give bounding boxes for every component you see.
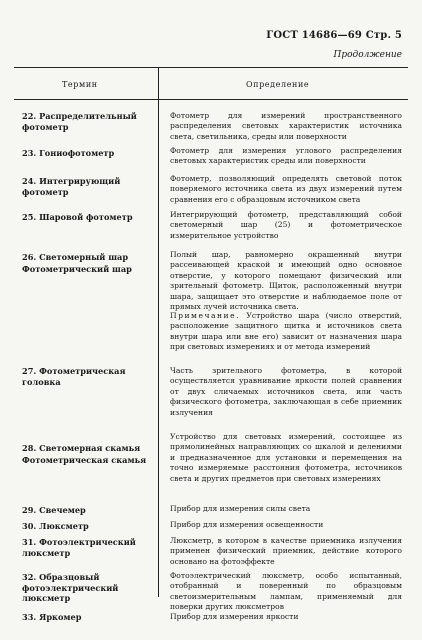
table-row-definition: Интегрирующий фотометр, представляющий собой светомерный шар (25) и фотометрическое измерительное устройство xyxy=(170,210,402,240)
table-row-term: 27. Фотометрическая головка xyxy=(22,366,126,387)
header-bottom-rule xyxy=(14,99,408,100)
note-title: Примечание. xyxy=(170,311,241,320)
table-row-term: 28. Светомерная скамья Фотометрическая скамья xyxy=(22,443,152,465)
table-row-definition: Фотометр для измерений пространственного распределения световых характеристик источника света, светильника, среды или поверхности xyxy=(170,111,402,141)
term-synonym: Фотометрический шар xyxy=(22,263,132,274)
table-row-definition: Прибор для измерения силы света xyxy=(170,504,311,513)
table-row-definition: Фотометр, позволяющий определять световой поток поверяемого источника света из двух измерений путем сравнения его с образцовым источником света xyxy=(170,174,402,204)
table-row-term: 29. Свечемер xyxy=(22,505,86,515)
table-row-definition: Фотометр для измерения углового распределения световых характеристик среды или поверхности xyxy=(170,146,402,166)
term-synonym: Фотометрическая скамья xyxy=(22,454,147,465)
column-header-definition: Определение xyxy=(246,80,310,89)
table-row-term: 26. Светомерный шар Фотометрический шар xyxy=(22,252,152,274)
table-row-term: 32. Образцовый фотоэлектрический люксметр xyxy=(22,572,119,603)
table-row-term: 31. Фотоэлектрический люксметр xyxy=(22,537,136,558)
table-row-definition: Прибор для измерения яркости xyxy=(170,612,299,621)
column-divider xyxy=(158,67,159,597)
table-row-term: 30. Люксметр xyxy=(22,521,89,531)
table-row-definition: Полый шар, равномерно окрашенный внутри рассеивающей краской и имеющий одно основное отверстие, у которого помещают физический или зрительный фотометр. Щиток, расположенный внутри шара, защищает это отверстие и наблюдаемое поле от прямых лучей источника света. xyxy=(170,250,402,312)
table-row-term: 33. Яркомер xyxy=(22,612,82,622)
column-header-term: Термин xyxy=(62,80,98,89)
table-row-note xyxy=(170,311,402,353)
table-row-term: 25. Шаровой фотометр xyxy=(22,212,133,222)
table-row-definition: Устройство для световых измерений, состоящее из прямолинейных направляющих со шкалой и делениями и предназначенное для установки и перемещения на точно измеряемые расстояния фотометра, источников света и других предметов при световых измерениях xyxy=(170,432,402,483)
continuation-label: Продолжение xyxy=(333,50,402,60)
table-row-definition: Часть зрительного фотометра, в которой осуществляется уравнивание яркости полей сравнения от двух сличаемых источников света, или часть физического фотометра, заключающая в себе приемник излучения xyxy=(170,366,402,417)
table-row-term: 24. Интегрирующий фотометр xyxy=(22,176,121,197)
table-row-term: 22. Распределительный фотометр xyxy=(22,111,137,132)
table-row-definition: Прибор для измерения освещенности xyxy=(170,520,324,529)
table-row-definition: Фотоэлектрический люксметр, особо испытанный, отобранный и поверенный по образцовым светоизмерительным лампам, применяемый для поверки других люксметров xyxy=(170,571,402,612)
table-top-rule xyxy=(14,67,408,68)
note-text: Устройство шара (число отверстий, расположение защитного щитка и источников света внутри шара или вне его) зависит от назначения шара при световых измерениях и от метода измерений xyxy=(170,311,402,352)
table-row-definition: Люксметр, в котором в качестве приемника излучения применен физический приемник, действие которого основано на фотоэффекте xyxy=(170,536,402,566)
page-header: ГОСТ 14686—69 Стр. 5 xyxy=(266,30,402,41)
table-row-term: 23. Гониофотометр xyxy=(22,148,115,158)
